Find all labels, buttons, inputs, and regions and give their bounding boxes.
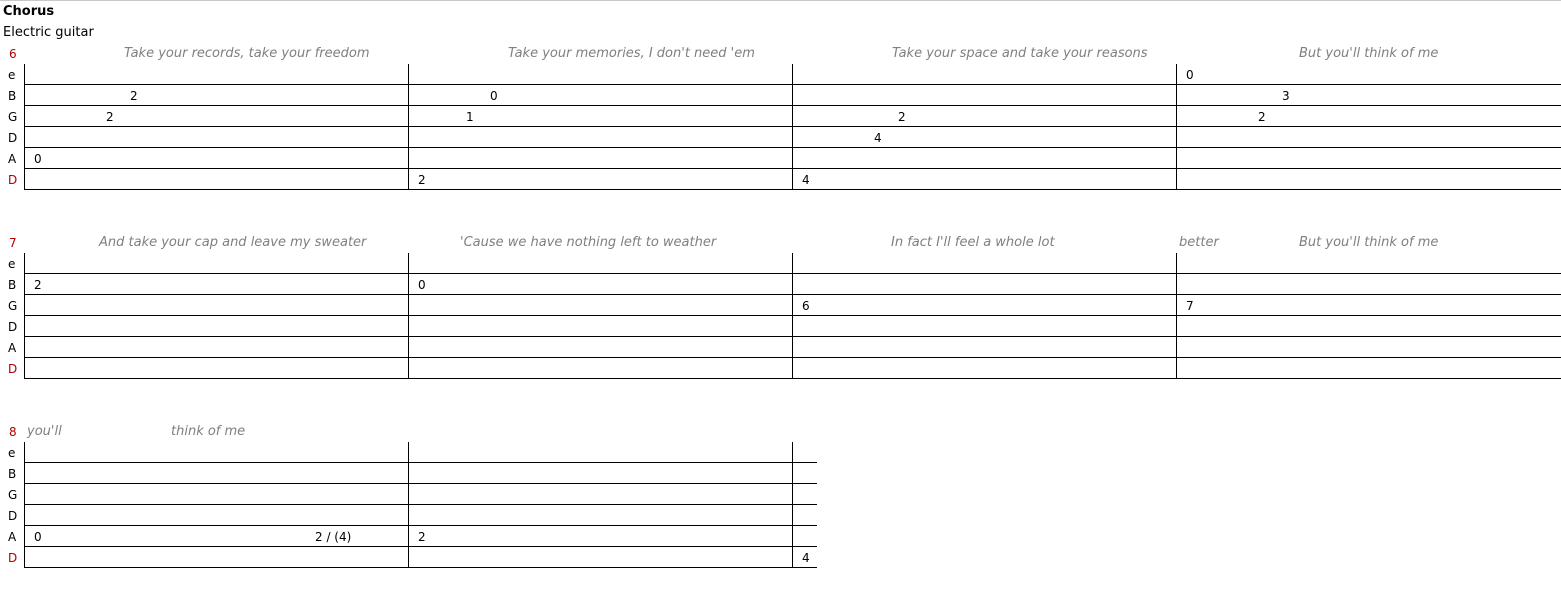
lyric-line: Take your records, take your freedom [124, 46, 370, 61]
fret-number: 0 [418, 278, 426, 292]
string-label-D: D [8, 320, 18, 334]
fret-number: 0 [34, 530, 42, 544]
string-label-G: G [8, 488, 18, 502]
fret-number: 4 [802, 551, 810, 565]
fret-number: 2 [898, 110, 906, 124]
lyric-line: better [1179, 235, 1219, 250]
string-label-low-D: D [8, 362, 18, 376]
bar-line [1176, 253, 1177, 379]
string-label-D: D [8, 131, 18, 145]
section-title: Chorus [3, 4, 55, 19]
lyric-line: But you'll think of me [1299, 235, 1439, 250]
string-line [24, 525, 817, 526]
fret-number: 2 [34, 278, 42, 292]
fret-number: 4 [802, 173, 810, 187]
string-line [24, 546, 817, 547]
lyric-line: And take your cap and leave my sweater [99, 235, 367, 250]
string-line [24, 483, 817, 484]
bar-line [408, 442, 409, 568]
string-line [24, 462, 817, 463]
fret-number: 0 [1186, 68, 1194, 82]
bar-line [1176, 64, 1177, 190]
fret-number: 6 [802, 299, 810, 313]
fret-number: 3 [1282, 89, 1290, 103]
string-label-A: A [8, 152, 17, 166]
bar-line [792, 442, 793, 568]
fret-number: 2 [418, 530, 426, 544]
bar-line [792, 64, 793, 190]
top-border [0, 0, 1561, 1]
fret-number: 2 [418, 173, 426, 187]
string-label-low-D: D [8, 173, 18, 187]
system-number: 8 [9, 425, 17, 439]
string-label-B: B [8, 89, 17, 103]
system-number: 7 [9, 236, 17, 250]
fret-number: 2 / (4) [315, 530, 352, 544]
fret-number: 2 [1258, 110, 1266, 124]
string-line [24, 567, 817, 568]
lyric-line: Take your space and take your reasons [892, 46, 1148, 61]
lyric-line: think of me [171, 424, 246, 439]
lyric-line: In fact I'll feel a whole lot [891, 235, 1055, 250]
string-label-A: A [8, 341, 17, 355]
fret-number: 7 [1186, 299, 1194, 313]
string-label-low-D: D [8, 551, 18, 565]
bar-line [24, 64, 25, 190]
bar-line [408, 64, 409, 190]
string-label-B: B [8, 467, 17, 481]
string-label-D: D [8, 509, 18, 523]
fret-number: 0 [490, 89, 498, 103]
lyric-line: But you'll think of me [1299, 46, 1439, 61]
fret-number: 2 [106, 110, 114, 124]
fret-number: 0 [34, 152, 42, 166]
bar-line [24, 253, 25, 379]
lyric-line: you'll [27, 424, 62, 439]
fret-number: 2 [130, 89, 138, 103]
system-number: 6 [9, 47, 17, 61]
string-label-e: e [8, 446, 16, 460]
string-label-e: e [8, 257, 16, 271]
bar-line [24, 442, 25, 568]
lyric-line: Take your memories, I don't need 'em [508, 46, 755, 61]
fret-number: 1 [466, 110, 474, 124]
bar-line [408, 253, 409, 379]
string-label-A: A [8, 530, 17, 544]
lyric-line: 'Cause we have nothing left to weather [460, 235, 717, 250]
string-label-B: B [8, 278, 17, 292]
string-label-e: e [8, 68, 16, 82]
fret-number: 4 [874, 131, 882, 145]
instrument-label: Electric guitar [3, 25, 94, 40]
string-label-G: G [8, 299, 18, 313]
string-label-G: G [8, 110, 18, 124]
string-line [24, 504, 817, 505]
bar-line [792, 253, 793, 379]
